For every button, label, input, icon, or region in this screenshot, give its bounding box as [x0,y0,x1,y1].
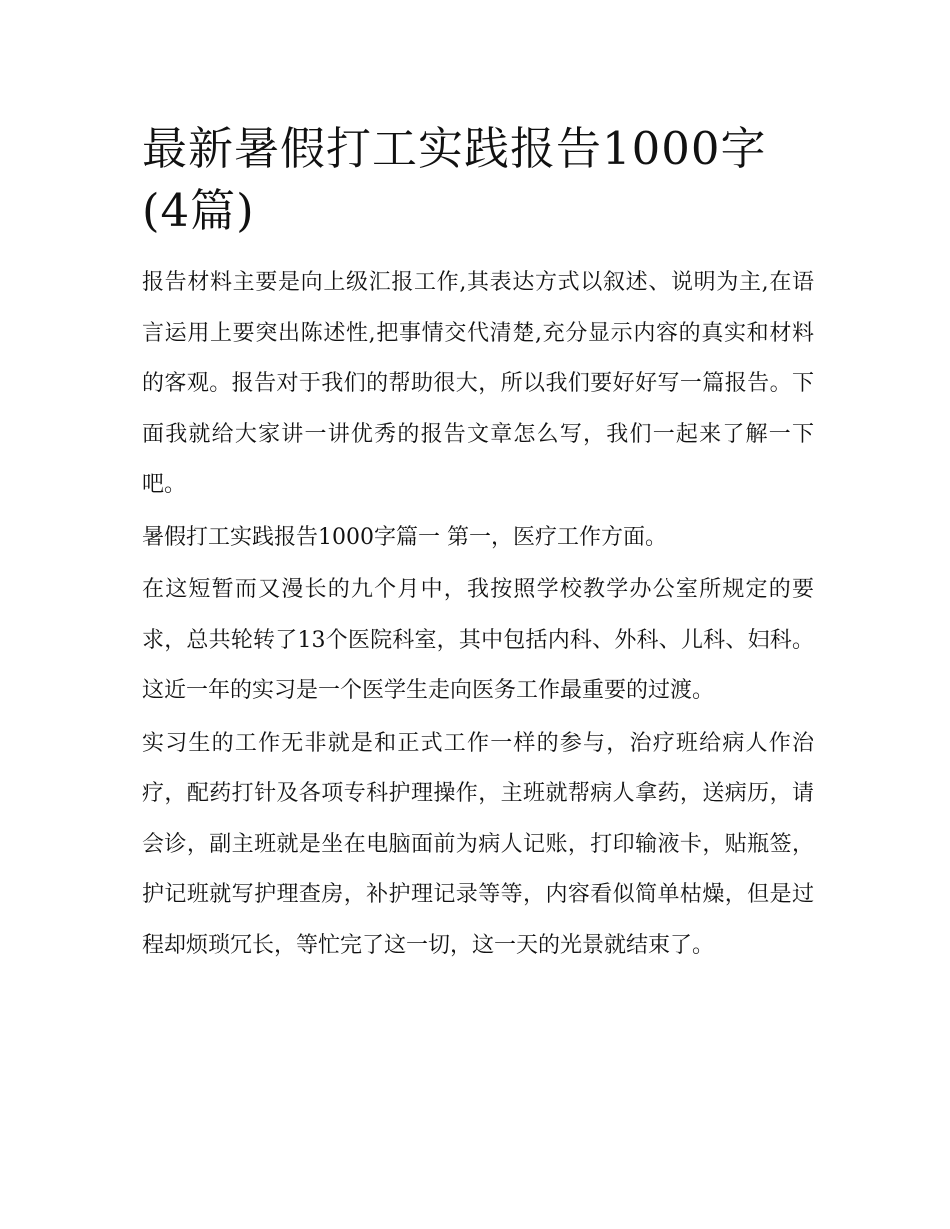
document-body [142,118,814,973]
document-title: 最新暑假打工实践报告1000字(4篇) [142,122,767,237]
intro-paragraph: 报告材料主要是向上级汇报工作,其表达方式以叙述、说明为主,在语言运用上要突出陈述性,把事情交代清楚,充分显示内容的真实和材料的客观。报告对于我们的帮助很大，所以我们要好好写一篇报告。下面我就给大家讲一讲优秀的报告文章怎么写，我们一起来了解一下吧。 [142,270,814,497]
body-paragraph: 实习生的工作无非就是和正式工作一样的参与，治疗班给病人作治疗，配药打针及各项专科护理操作，主班就帮病人拿药，送病历，请会诊，副主班就是坐在电脑面前为病人记账，打印输液卡，贴瓶签，护记班就写护理查房，补护理记录等等，内容看似简单枯燥，但是过程却烦琐冗长，等忙完了这一切，这一天的光景就结束了。 [142,730,814,958]
section-heading-paragraph: 暑假打工实践报告1000字篇一 第一，医疗工作方面。 [142,524,667,550]
body-paragraph: 在这短暂而又漫长的九个月中，我按照学校教学办公室所规定的要求，总共轮转了13个医院科室，其中包括内科、外科、儿科、妇科。这近一年的实习是一个医学生走向医务工作最重要的过渡。 [142,577,814,703]
